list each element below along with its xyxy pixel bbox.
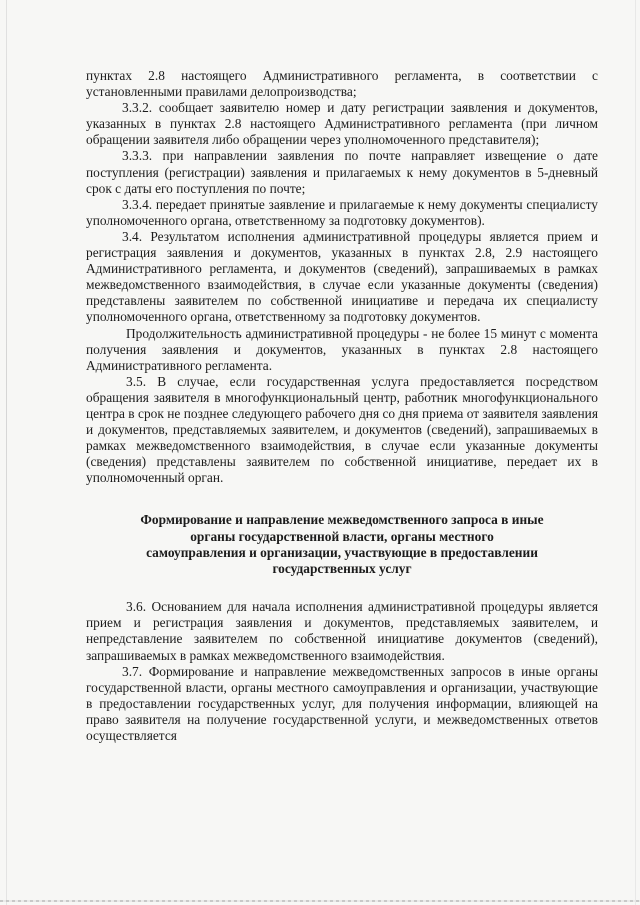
paragraph-3-4: 3.4. Результатом исполнения административной процедуры является прием и регистрация заявления и документов, указанных в пунктах 2.8, 2.9 настоящего Административного регламента, и документов (сведений), запрашиваемых в рамках межведомственного взаимодействия, в случае если указанные документы (сведения) представлены заявителем по собственной инициативе и передача их специалисту уполномоченного органа, ответственному за подготовку документов. (86, 228, 598, 325)
paragraph-3-3-3: 3.3.3. при направлении заявления по почте направляет извещение о дате поступления (регистрации) заявления и прилагаемых к нему документов в 5-дневный срок с даты его поступления по почте; (86, 148, 598, 196)
section-heading-line: Формирование и направление межведомственного запроса в иные (140, 512, 544, 528)
scan-edge-left (6, 0, 7, 905)
paragraph-continuation: пунктах 2.8 настоящего Административного регламента, в соответствии с установленными правилами делопроизводства; (86, 68, 598, 100)
scan-edge-right (635, 0, 636, 905)
paragraph-3-5: 3.5. В случае, если государственная услуга предоставляется посредством обращения заявителя в многофункциональный центр, работник многофункционального центра в срок не позднее следующего рабочего дня со дня приема от заявителя заявления и документов, представляемых заявителем, и документов (сведений), запрашиваемых в рамках межведомственного взаимодействия, в случае если указанные документы (сведения) представлены заявителем по собственной инициативе, передает их в уполномоченный орган. (86, 373, 598, 486)
paragraph-3-3-4: 3.3.4. передает принятые заявление и прилагаемые к нему документы специалисту уполномоченного органа, ответственному за подготовку документов). (86, 196, 598, 228)
section-heading-line: самоуправления и организации, участвующие в предоставлении (146, 544, 538, 560)
paragraph-duration: Продолжительность административной процедуры - не более 15 минут с момента получения заявления и документов, указанных в пунктах 2.8 настоящего Административного регламента. (86, 325, 598, 373)
document-body (86, 68, 598, 744)
scan-edge-bottom (0, 900, 640, 902)
paragraph-3-7: 3.7. Формирование и направление межведомственных запросов в иные органы государственной власти, органы местного самоуправления и организации, участвующие в предоставлении государственных услуг, для получения информации, влияющей на право заявителя на получение государственной услуги, и межведомственных ответов осуществляется (86, 663, 598, 743)
section-heading-line: органы государственной власти, органы местного (190, 528, 494, 544)
paragraph-3-6: 3.6. Основанием для начала исполнения административной процедуры является прием и регистрация заявления и документов, представляемых заявителем, и непредставление заявителем по собственной инициативе документов (сведений), запрашиваемых в рамках межведомственного взаимодействия. (86, 599, 598, 663)
section-heading-line: государственных услуг (272, 561, 412, 577)
section-heading (86, 512, 598, 577)
paragraph-3-3-2: 3.3.2. сообщает заявителю номер и дату регистрации заявления и документов, указанных в пунктах 2.8 настоящего Административного регламента (при личном обращении заявителя либо обращении через уполномоченного представителя); (86, 100, 598, 148)
